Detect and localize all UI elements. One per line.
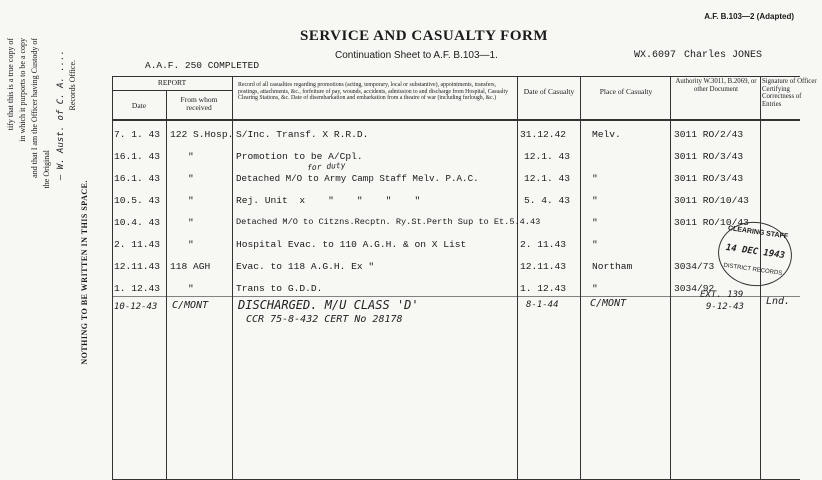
soldier-name: Charles JONES xyxy=(684,50,763,61)
discharge-record-line2: CCR 75-8-432 CERT No 28178 xyxy=(246,314,403,325)
stamp-line3: DISTRICT RECORDS xyxy=(723,262,783,277)
header-from-whom: From whom received xyxy=(180,95,218,112)
discharge-record-line1: DISCHARGED. M/U CLASS 'D' xyxy=(238,298,419,312)
page-subtitle: Continuation Sheet to A.F. B.103—1. xyxy=(335,50,498,61)
header-record: Record of all casualties regarding promotions (acting, temporary, local or substantive), appointments, transfers, postings, attachments, &c., forfeiture of pay, wounds, accidents, admission to and discharge from Hospital, Casualty Clearing Stations, &c. Date of disembarkation and embarkation from a theatre of war (including furlough, &c.) xyxy=(238,82,508,102)
discharge-authority-line2: 9-12-43 xyxy=(706,302,744,312)
row-from: " xyxy=(188,195,194,206)
discharge-authority-line1: EXT. 139 xyxy=(700,290,744,300)
row-date: 10.5. 43 xyxy=(114,195,161,206)
row-place: " xyxy=(592,217,598,228)
row-authority: 3034/92 xyxy=(674,283,715,294)
header-report: REPORT xyxy=(157,78,187,87)
certification-line4: the Original xyxy=(42,150,51,189)
row-place: Northam xyxy=(592,261,633,272)
row-from: " xyxy=(188,239,194,250)
row-from: " xyxy=(188,217,194,228)
row-record: Rej. Unit x " " " " xyxy=(236,195,421,206)
row-place: " xyxy=(592,195,598,206)
row-date: 7. 1. 43 xyxy=(114,129,161,140)
row-place: Melv. xyxy=(592,129,621,140)
row-date-casualty: 5. 4. 43 xyxy=(524,195,571,206)
discharge-initials: Lnd. xyxy=(766,296,791,307)
row-authority: 3011 RO/10/43 xyxy=(674,217,749,228)
row-record: Trans to G.D.D. xyxy=(236,283,323,294)
row-date-casualty: 12.1. 43 xyxy=(524,151,571,162)
soldier-number: WX.6097 xyxy=(634,50,677,61)
row-place: " xyxy=(592,283,598,294)
row-record: S/Inc. Transf. X R.R.D. xyxy=(236,129,369,140)
row-date-casualty: 12.1. 43 xyxy=(524,173,571,184)
row-record: Detached M/O to Army Camp Staff Melv. P.A.C. xyxy=(236,173,479,184)
certification-line1: tify that this is a true copy of xyxy=(6,38,15,131)
handwritten-annotation: for duty xyxy=(306,160,346,173)
row-date: 2. 11.43 xyxy=(114,239,161,250)
certification-block xyxy=(4,30,78,290)
discharge-date: 10-12-43 xyxy=(114,302,158,312)
certification-officer: — W. Aust. of C. A. .... xyxy=(56,50,66,181)
row-place: " xyxy=(592,239,598,250)
side-margin-note: NOTHING TO BE WRITTEN IN THIS SPACE. xyxy=(80,180,89,365)
row-authority: 3011 RO/2/43 xyxy=(674,129,744,140)
certification-line2: in which it purports to be a copy xyxy=(18,38,27,142)
row-date: 10.4. 43 xyxy=(114,217,161,228)
completed-note: A.A.F. 250 COMPLETED xyxy=(145,60,260,71)
discharge-date-casualty: 8-1-44 xyxy=(526,300,559,310)
row-from: " xyxy=(188,151,194,162)
row-date-casualty: 1. 12.43 xyxy=(520,283,567,294)
page-title: SERVICE AND CASUALTY FORM xyxy=(300,28,548,44)
row-authority: 3034/73 xyxy=(674,261,715,272)
header-date: Date xyxy=(131,101,147,110)
certification-office: Records Office. xyxy=(68,60,77,111)
header-authority: Authority W.3011, B.2069, or other Document xyxy=(675,78,757,93)
header-date-casualty: Date of Casualty xyxy=(523,87,575,96)
stamp-line1: CLEARING STAFF xyxy=(727,225,789,241)
row-record: Hospital Evac. to 110 A.G.H. & on X List xyxy=(236,239,467,250)
row-place: " xyxy=(592,173,598,184)
row-record: Promotion to be A/Cpl. xyxy=(236,151,363,162)
row-date: 16.1. 43 xyxy=(114,151,161,162)
row-from: 118 AGH xyxy=(170,261,211,272)
row-date-casualty: 2. 11.43 xyxy=(520,239,567,250)
row-authority: 3011 RO/3/43 xyxy=(674,173,744,184)
row-record: Detached M/O to Citzns.Recptn. Ry.St.Perth Sup to Et.5.4.43 xyxy=(236,217,541,227)
clearing-staff-stamp xyxy=(714,217,796,291)
row-date-casualty: 12.11.43 xyxy=(520,261,567,272)
row-authority: 3011 RO/3/43 xyxy=(674,151,744,162)
row-date-casualty: 31.12.42 xyxy=(520,129,567,140)
row-date: 16.1. 43 xyxy=(114,173,161,184)
stamp-line2: 14 DEC 1943 xyxy=(725,242,786,262)
row-from: 122 S.Hosp. xyxy=(170,129,234,140)
row-authority: 3011 RO/10/43 xyxy=(674,195,749,206)
certification-line3: and that I am the Officer having Custody of xyxy=(30,38,39,178)
header-signature: Signature of Officer Certifying Correctness of Entries xyxy=(762,78,817,108)
row-record: Evac. to 118 A.G.H. Ex " xyxy=(236,261,375,272)
row-from: " xyxy=(188,173,194,184)
row-from: " xyxy=(188,283,194,294)
row-date: 12.11.43 xyxy=(114,261,161,272)
discharge-place: C/MONT xyxy=(590,298,627,309)
header-place-casualty: Place of Casualty xyxy=(599,87,653,96)
discharge-from: C/MONT xyxy=(172,300,209,311)
row-date: 1. 12.43 xyxy=(114,283,161,294)
form-code: A.F. B.103—2 (Adapted) xyxy=(704,12,794,21)
